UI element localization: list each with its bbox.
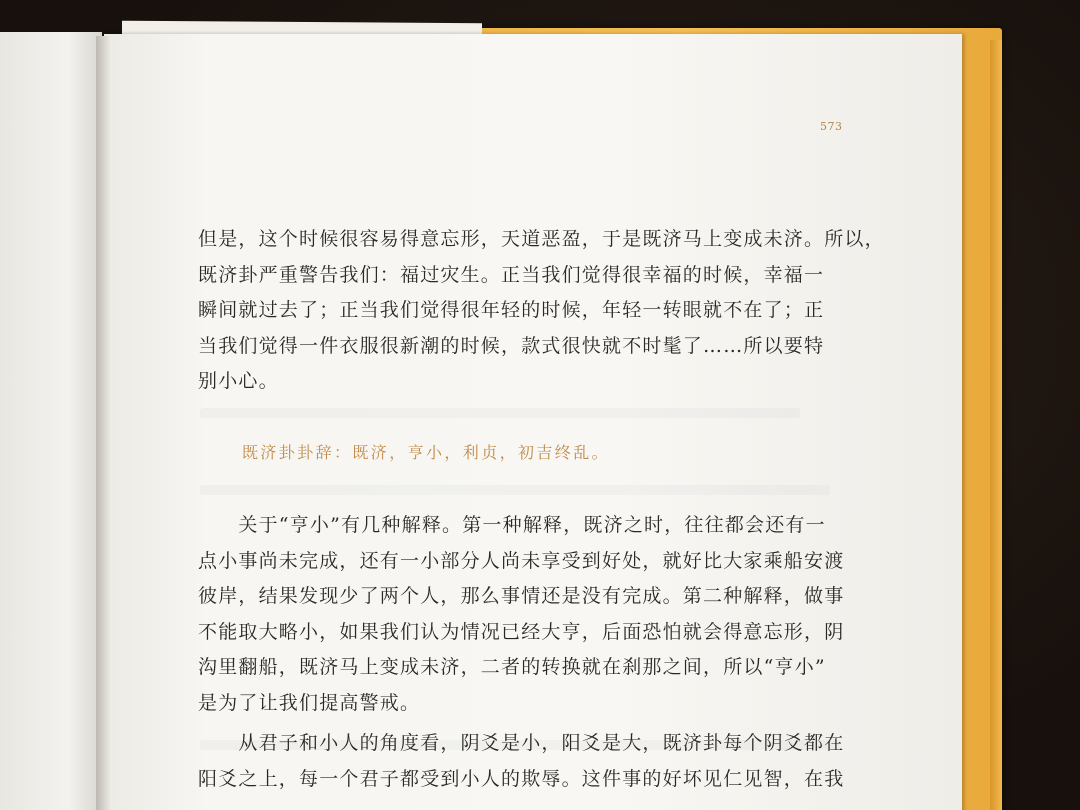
text-line: 从君子和小人的角度看，阴爻是小，阳爻是大，既济卦每个阴爻都在 bbox=[198, 732, 845, 754]
text-line: 但是，这个时候很容易得意忘形，天道恶盈，于是既济马上变成未济。所以， bbox=[198, 228, 885, 250]
hexagram-quote: 既济卦卦辞：既济，亨小，利贞，初吉终乱。 bbox=[242, 443, 611, 462]
book-gutter bbox=[96, 36, 110, 810]
text-line: 当我们觉得一件衣服很新潮的时候，款式很快就不时髦了……所以要特 bbox=[198, 334, 825, 357]
text-line: 关于“亨小”有几种解释。第一种解释，既济之时，往往都会还有一 bbox=[198, 514, 826, 536]
text-line: 点小事尚未完成，还有一小部分人尚未享受到好处，就好比大家乘船安渡 bbox=[198, 549, 845, 572]
paragraph-1 bbox=[198, 222, 885, 400]
yellow-cover-edge bbox=[990, 40, 1002, 810]
text-line: 别小心。 bbox=[198, 370, 279, 392]
text-line: 既济卦严重警告我们：福过灾生。正当我们觉得很幸福的时候，幸福一 bbox=[198, 263, 825, 286]
text-line: 瞬间就过去了；正当我们觉得很年轻的时候，年轻一转眼就不在了；正 bbox=[198, 299, 825, 321]
text-line: 阳爻之上，每一个君子都受到小人的欺辱。这件事的好坏见仁见智，在我 bbox=[198, 767, 845, 790]
text-line: 彼岸，结果发现少了两个人，那么事情还是没有完成。第二种解释，做事 bbox=[198, 585, 845, 607]
text-line: 不能取大略小，如果我们认为情况已经大亨，后面恐怕就会得意忘形，阴 bbox=[198, 620, 845, 643]
paragraph-3 bbox=[198, 726, 845, 797]
text-line: 是为了让我们提高警戒。 bbox=[198, 691, 421, 714]
page-number: 573 bbox=[820, 120, 843, 133]
show-through-text bbox=[200, 408, 800, 418]
show-through-text bbox=[200, 485, 830, 495]
paragraph-2 bbox=[198, 508, 845, 721]
left-page bbox=[0, 32, 102, 810]
text-line: 沟里翻船，既济马上变成未济，二者的转换就在刹那之间，所以“亨小” bbox=[198, 656, 826, 678]
